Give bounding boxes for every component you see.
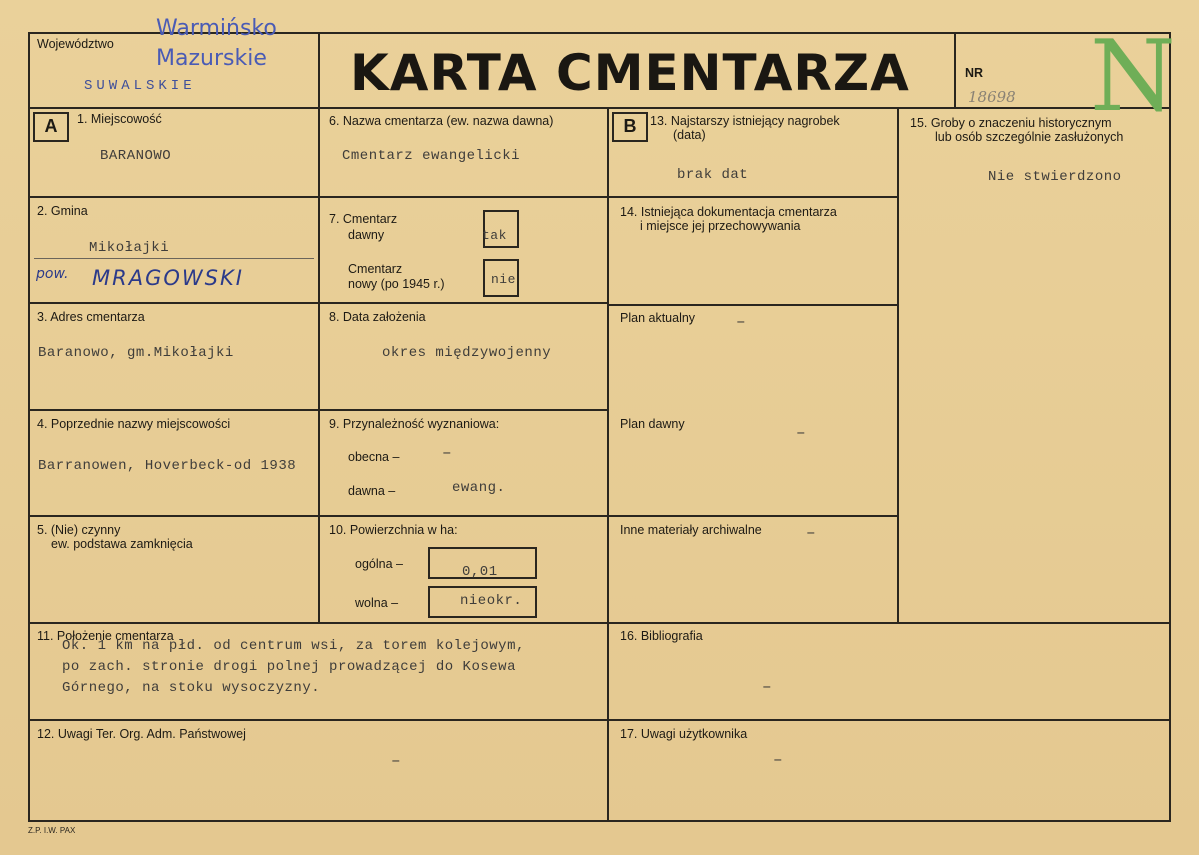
stamp-line1: Warmińsko bbox=[156, 16, 277, 41]
f4-label: 4. Poprzednie nazwy miejscowości bbox=[37, 417, 231, 431]
f17-value: – bbox=[773, 751, 783, 769]
f14-plan-aktualny: Plan aktualny bbox=[620, 311, 696, 325]
f3-label: 3. Adres cmentarza bbox=[37, 310, 145, 324]
f1-label: 1. Miejscowość bbox=[77, 112, 162, 126]
f8-label: 8. Data założenia bbox=[329, 310, 426, 324]
f7-label2a: Cmentarz bbox=[348, 262, 403, 276]
f14-plan-dawny-value: – bbox=[796, 424, 806, 442]
f10-label: 10. Powierzchnia w ha: bbox=[329, 523, 458, 537]
f7-value2: nie bbox=[491, 272, 516, 287]
f6-label: 6. Nazwa cmentarza (ew. nazwa dawna) bbox=[329, 114, 554, 128]
f10-ogolna-label: ogólna – bbox=[355, 557, 403, 571]
typed-region: SUWALSKIE bbox=[84, 78, 196, 94]
f12-label: 12. Uwagi Ter. Org. Adm. Państwowej bbox=[37, 727, 246, 741]
f2-label: 2. Gmina bbox=[37, 204, 88, 218]
f13-value: brak dat bbox=[677, 167, 749, 183]
f5-label1: 5. (Nie) czynny bbox=[37, 523, 121, 537]
f7-label1b: dawny bbox=[348, 228, 385, 242]
row-line-5 bbox=[28, 622, 1171, 624]
col-divider-1 bbox=[318, 107, 320, 622]
f11-line1: Ok. 1 km na płd. od centrum wsi, za torem kolejowym, bbox=[62, 638, 525, 654]
f6-value: Cmentarz ewangelicki bbox=[342, 148, 521, 164]
f9-label: 9. Przynależność wyznaniowa: bbox=[329, 417, 500, 431]
col-divider-2 bbox=[607, 107, 609, 820]
page-title: KARTA CMENTARZA bbox=[350, 44, 910, 102]
f2-pow-label: pow. bbox=[36, 266, 69, 282]
f10-wolna-value: nieokr. bbox=[460, 593, 523, 609]
nr-label: NR bbox=[965, 66, 984, 80]
frame-left bbox=[28, 32, 30, 822]
row-line-2b bbox=[607, 304, 898, 306]
f2-pow-value: MRAGOWSKI bbox=[92, 266, 244, 290]
f14-plan-dawny: Plan dawny bbox=[620, 417, 685, 431]
row-line-1 bbox=[28, 196, 898, 198]
col-divider-3 bbox=[897, 107, 899, 622]
f7-value1: tak bbox=[482, 228, 507, 243]
f14-inne-value: – bbox=[806, 524, 816, 542]
f9-dawna-value: ewang. bbox=[452, 480, 506, 496]
category-letter: N bbox=[1090, 20, 1176, 134]
f14-plan-aktualny-value: – bbox=[736, 313, 746, 331]
f13-label1: 13. Najstarszy istniejący nagrobek bbox=[650, 114, 840, 128]
f15-value: Nie stwierdzono bbox=[988, 169, 1122, 185]
header-col2 bbox=[954, 32, 956, 108]
f14-label1: 14. Istniejąca dokumentacja cmentarza bbox=[620, 205, 837, 219]
row-line-6 bbox=[28, 719, 1171, 721]
frame-bottom bbox=[28, 820, 1171, 822]
f14-label2: i miejsce jej przechowywania bbox=[640, 219, 801, 233]
f9-obecna-label: obecna – bbox=[348, 450, 400, 464]
nr-value: 18698 bbox=[968, 88, 1016, 106]
f15-label1: 15. Groby o znaczeniu historycznym bbox=[910, 116, 1112, 130]
f11-line3: Górnego, na stoku wysoczyzny. bbox=[62, 680, 321, 696]
f11-line2: po zach. stronie drogi polnej prowadzącej do Kosewa bbox=[62, 659, 516, 675]
f17-label: 17. Uwagi użytkownika bbox=[620, 727, 748, 741]
frame-right bbox=[1169, 32, 1171, 822]
printer-imprint: Z.P. I.W. PAX bbox=[28, 826, 76, 835]
f11-label: 11. Położenie cmentarza bbox=[37, 629, 174, 643]
f3-value: Baranowo, gm.Mikołajki bbox=[38, 345, 234, 361]
f14-inne: Inne materiały archiwalne bbox=[620, 523, 762, 537]
f12-value: – bbox=[391, 752, 401, 770]
row-line-2 bbox=[28, 302, 608, 304]
header-divider bbox=[28, 107, 1171, 109]
f2-value: Mikołajki bbox=[89, 240, 170, 256]
stamp-line2: Mazurskie bbox=[156, 46, 267, 71]
header-col1 bbox=[318, 32, 320, 108]
f9-obecna-value: – bbox=[442, 444, 452, 462]
f2-underline bbox=[34, 258, 314, 259]
row-line-4 bbox=[28, 515, 898, 517]
wojewodztwo-label: Województwo bbox=[37, 37, 114, 51]
f10-wolna-label: wolna – bbox=[355, 596, 399, 610]
row-line-3 bbox=[28, 409, 608, 411]
f7-label2b: nowy (po 1945 r.) bbox=[348, 277, 445, 291]
f9-dawna-label: dawna – bbox=[348, 484, 396, 498]
f15-label2: lub osób szczególnie zasłużonych bbox=[935, 130, 1124, 144]
f7-label1a: 7. Cmentarz bbox=[329, 212, 398, 226]
f16-value: – bbox=[762, 678, 772, 696]
f5-label2: ew. podstawa zamknięcia bbox=[51, 537, 193, 551]
section-b-box: B bbox=[612, 112, 648, 142]
section-a-box: A bbox=[33, 112, 69, 142]
f8-value: okres międzywojenny bbox=[382, 345, 552, 361]
f13-label2: (data) bbox=[673, 128, 706, 142]
f4-value: Barranowen, Hoverbeck-od 1938 bbox=[38, 458, 297, 474]
f1-value: BARANOWO bbox=[100, 148, 172, 164]
f10-ogolna-value: 0,01 bbox=[462, 564, 498, 580]
f16-label: 16. Bibliografia bbox=[620, 629, 703, 643]
